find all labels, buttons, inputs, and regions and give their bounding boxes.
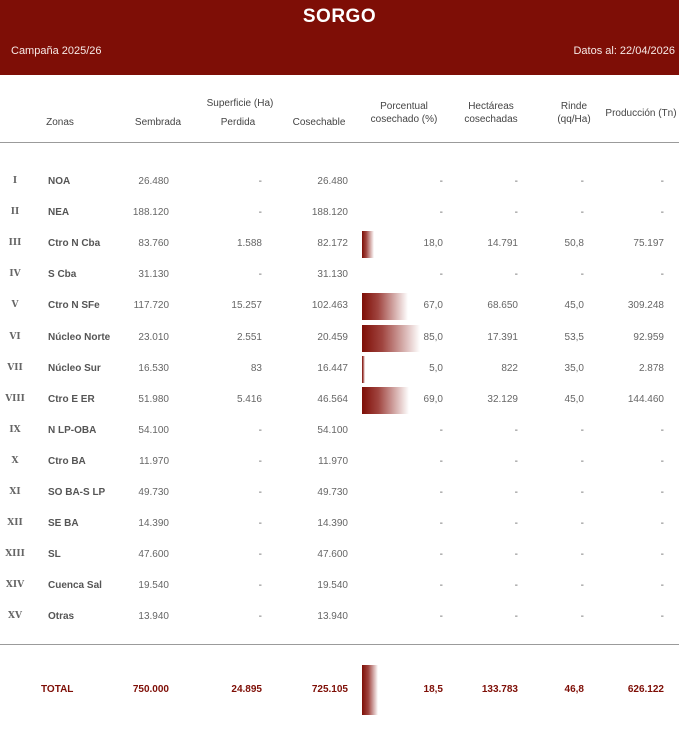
- zone-name: NEA: [48, 207, 70, 218]
- table-row: [0, 508, 679, 539]
- pct-value: -: [439, 611, 443, 622]
- sembrada-value: 19.540: [138, 580, 169, 591]
- table-row: [0, 384, 679, 415]
- row-number: III: [8, 238, 22, 248]
- sembrada-value: 26.480: [138, 176, 169, 187]
- sembrada-value: 47.600: [138, 549, 169, 560]
- row-number: VIII: [5, 394, 25, 404]
- table-row: [0, 259, 679, 290]
- cosechable-value: 54.100: [317, 425, 348, 436]
- header-divider: [0, 142, 679, 143]
- total-divider: [0, 644, 679, 645]
- col-sembrada: Sembrada: [134, 117, 182, 128]
- total-label: TOTAL: [41, 684, 74, 695]
- perdida-value: -: [258, 487, 262, 498]
- perdida-value: -: [258, 611, 262, 622]
- hectareas-value: -: [514, 269, 518, 280]
- hectareas-value: -: [514, 425, 518, 436]
- produccion-value: -: [660, 518, 664, 529]
- sembrada-value: 51.980: [138, 394, 169, 405]
- pct-value: 18,0: [423, 238, 443, 249]
- perdida-value: 5.416: [236, 394, 262, 405]
- row-number: VI: [9, 332, 21, 342]
- row-number: II: [10, 207, 20, 217]
- sembrada-value: 13.940: [138, 611, 169, 622]
- sembrada-value: 16.530: [138, 363, 169, 374]
- row-number: XI: [9, 487, 21, 497]
- sembrada-value: 54.100: [138, 425, 169, 436]
- hectareas-value: -: [514, 207, 518, 218]
- hectareas-value: -: [514, 176, 518, 187]
- hectareas-value: 32.129: [487, 394, 518, 405]
- harvest-progress-bar: [362, 325, 420, 352]
- total-rinde: 46,8: [564, 684, 584, 695]
- cosechable-value: 47.600: [317, 549, 348, 560]
- hectareas-value: 14.791: [487, 238, 518, 249]
- sembrada-value: 11.970: [139, 456, 169, 467]
- row-number: VII: [7, 363, 23, 373]
- sembrada-value: 83.760: [138, 238, 169, 249]
- hectareas-value: -: [514, 580, 518, 591]
- zone-name: Ctro N Cba: [48, 238, 101, 249]
- rinde-value: -: [580, 487, 584, 498]
- produccion-value: 92.959: [633, 332, 664, 343]
- pct-value: -: [439, 207, 443, 218]
- zone-name: NOA: [48, 176, 71, 187]
- col-rinde-2: (qq/Ha): [557, 114, 591, 125]
- row-number: IV: [9, 269, 21, 279]
- zone-name: N LP-OBA: [48, 425, 97, 436]
- zone-name: SL: [48, 549, 61, 560]
- perdida-value: -: [258, 580, 262, 591]
- perdida-value: 1.588: [236, 238, 262, 249]
- rinde-value: -: [580, 425, 584, 436]
- sembrada-value: 14.390: [138, 518, 169, 529]
- sembrada-value: 49.730: [138, 487, 169, 498]
- col-porcentual-2: cosechado (%): [370, 114, 438, 125]
- perdida-value: -: [258, 207, 262, 218]
- sembrada-value: 31.130: [138, 269, 169, 280]
- report-header: [0, 0, 679, 75]
- table-row: [0, 197, 679, 228]
- col-produccion: Producción (Tn): [605, 108, 677, 119]
- rinde-value: -: [580, 549, 584, 560]
- cosechable-value: 20.459: [317, 332, 348, 343]
- pct-value: -: [439, 176, 443, 187]
- rinde-value: -: [580, 176, 584, 187]
- zone-name: Núcleo Sur: [48, 363, 101, 374]
- cosechable-value: 11.970: [318, 456, 348, 467]
- zone-name: SE BA: [48, 518, 79, 529]
- hectareas-value: 17.391: [487, 332, 518, 343]
- perdida-value: 2.551: [236, 332, 262, 343]
- rinde-value: -: [580, 456, 584, 467]
- cosechable-value: 49.730: [317, 487, 348, 498]
- cosechable-value: 13.940: [317, 611, 348, 622]
- total-sembrada: 750.000: [132, 684, 169, 695]
- data-date: Datos al: 22/04/2026: [573, 45, 675, 57]
- cosechable-value: 19.540: [317, 580, 348, 591]
- total-pct: 18,5: [423, 684, 443, 695]
- pct-value: -: [439, 487, 443, 498]
- row-number: I: [12, 176, 18, 186]
- table-row: [0, 539, 679, 570]
- cosechable-value: 46.564: [317, 394, 348, 405]
- zone-name: Ctro BA: [48, 456, 86, 467]
- cosechable-value: 82.172: [317, 238, 348, 249]
- col-hectareas-1: Hectáreas: [468, 101, 514, 112]
- zone-name: Ctro N SFe: [48, 300, 100, 311]
- produccion-value: -: [660, 549, 664, 560]
- col-hectareas-2: cosechadas: [464, 114, 518, 125]
- pct-value: 5,0: [429, 363, 443, 374]
- rinde-value: 50,8: [564, 238, 584, 249]
- harvest-progress-bar: [362, 387, 409, 414]
- col-rinde-1: Rinde: [560, 101, 588, 112]
- hectareas-value: -: [514, 487, 518, 498]
- zone-name: S Cba: [48, 269, 77, 280]
- row-number: V: [11, 300, 19, 310]
- table-row: [0, 415, 679, 446]
- rinde-value: -: [580, 269, 584, 280]
- cosechable-value: 26.480: [317, 176, 348, 187]
- perdida-value: -: [258, 518, 262, 529]
- rinde-value: -: [580, 518, 584, 529]
- total-perdida: 24.895: [231, 684, 262, 695]
- total-cosechable: 725.105: [311, 684, 348, 695]
- rinde-value: 45,0: [564, 394, 584, 405]
- col-porcentual-1: Porcentual: [380, 101, 428, 112]
- pct-value: -: [439, 456, 443, 467]
- harvest-progress-bar: [362, 356, 365, 383]
- sembrada-value: 188.120: [132, 207, 169, 218]
- table-row: [0, 290, 679, 321]
- produccion-value: -: [660, 425, 664, 436]
- total-row: [0, 664, 679, 716]
- produccion-value: -: [660, 207, 664, 218]
- produccion-value: 2.878: [638, 363, 664, 374]
- rinde-value: -: [580, 580, 584, 591]
- pct-value: -: [439, 425, 443, 436]
- zone-name: Ctro E ER: [48, 394, 95, 405]
- table-row: [0, 601, 679, 632]
- hectareas-value: -: [514, 456, 518, 467]
- harvest-progress-bar: [362, 231, 374, 258]
- cosechable-value: 31.130: [317, 269, 348, 280]
- table-row: [0, 477, 679, 508]
- total-produccion: 626.122: [627, 684, 664, 695]
- total-hectareas: 133.783: [481, 684, 518, 695]
- zone-name: Otras: [48, 611, 75, 622]
- perdida-value: -: [258, 456, 262, 467]
- col-zonas: Zonas: [46, 117, 74, 128]
- col-superficie: Superficie (Ha): [206, 98, 274, 109]
- pct-value: 85,0: [423, 332, 443, 343]
- cosechable-value: 14.390: [317, 518, 348, 529]
- row-number: X: [11, 456, 19, 466]
- total-progress-bar: [362, 665, 378, 715]
- cosechable-value: 188.120: [311, 207, 348, 218]
- zone-name: Cuenca Sal: [48, 580, 102, 591]
- col-perdida: Perdida: [220, 117, 256, 128]
- zone-name: Núcleo Norte: [48, 332, 111, 343]
- produccion-value: -: [660, 580, 664, 591]
- row-number: XIV: [5, 580, 25, 590]
- perdida-value: -: [258, 549, 262, 560]
- produccion-value: -: [660, 456, 664, 467]
- rinde-value: -: [580, 207, 584, 218]
- table-row: [0, 166, 679, 197]
- row-number: IX: [9, 425, 21, 435]
- cosechable-value: 16.447: [317, 363, 348, 374]
- produccion-value: -: [660, 269, 664, 280]
- campaign-label: Campaña 2025/26: [11, 45, 102, 57]
- sembrada-value: 117.720: [133, 300, 169, 311]
- hectareas-value: -: [514, 611, 518, 622]
- produccion-value: 144.460: [627, 394, 664, 405]
- hectareas-value: -: [514, 549, 518, 560]
- sembrada-value: 23.010: [138, 332, 169, 343]
- zone-name: SO BA-S LP: [48, 487, 106, 498]
- rinde-value: 53,5: [564, 332, 584, 343]
- table-row: [0, 322, 679, 353]
- row-number: XV: [8, 611, 22, 621]
- hectareas-value: 68.650: [487, 300, 518, 311]
- hectareas-value: -: [514, 518, 518, 529]
- produccion-value: 309.248: [627, 300, 664, 311]
- pct-value: -: [439, 269, 443, 280]
- perdida-value: 83: [250, 363, 262, 374]
- rinde-value: 45,0: [564, 300, 584, 311]
- perdida-value: -: [258, 425, 262, 436]
- produccion-value: -: [660, 176, 664, 187]
- table-row: [0, 570, 679, 601]
- perdida-value: -: [258, 269, 262, 280]
- produccion-value: -: [660, 611, 664, 622]
- table-row: [0, 353, 679, 384]
- pct-value: -: [439, 549, 443, 560]
- pct-value: -: [439, 580, 443, 591]
- report-title: SORGO: [302, 6, 377, 27]
- cosechable-value: 102.463: [311, 300, 348, 311]
- pct-value: -: [439, 518, 443, 529]
- perdida-value: 15.257: [231, 300, 262, 311]
- col-cosechable: Cosechable: [292, 117, 346, 128]
- produccion-value: 75.197: [633, 238, 664, 249]
- pct-value: 69,0: [423, 394, 443, 405]
- table-row: [0, 446, 679, 477]
- table-row: [0, 228, 679, 259]
- pct-value: 67,0: [423, 300, 443, 311]
- produccion-value: -: [660, 487, 664, 498]
- rinde-value: -: [580, 611, 584, 622]
- row-number: XIII: [5, 549, 25, 559]
- hectareas-value: 822: [501, 363, 518, 374]
- row-number: XII: [7, 518, 23, 528]
- rinde-value: 35,0: [564, 363, 584, 374]
- perdida-value: -: [258, 176, 262, 187]
- harvest-progress-bar: [362, 293, 408, 320]
